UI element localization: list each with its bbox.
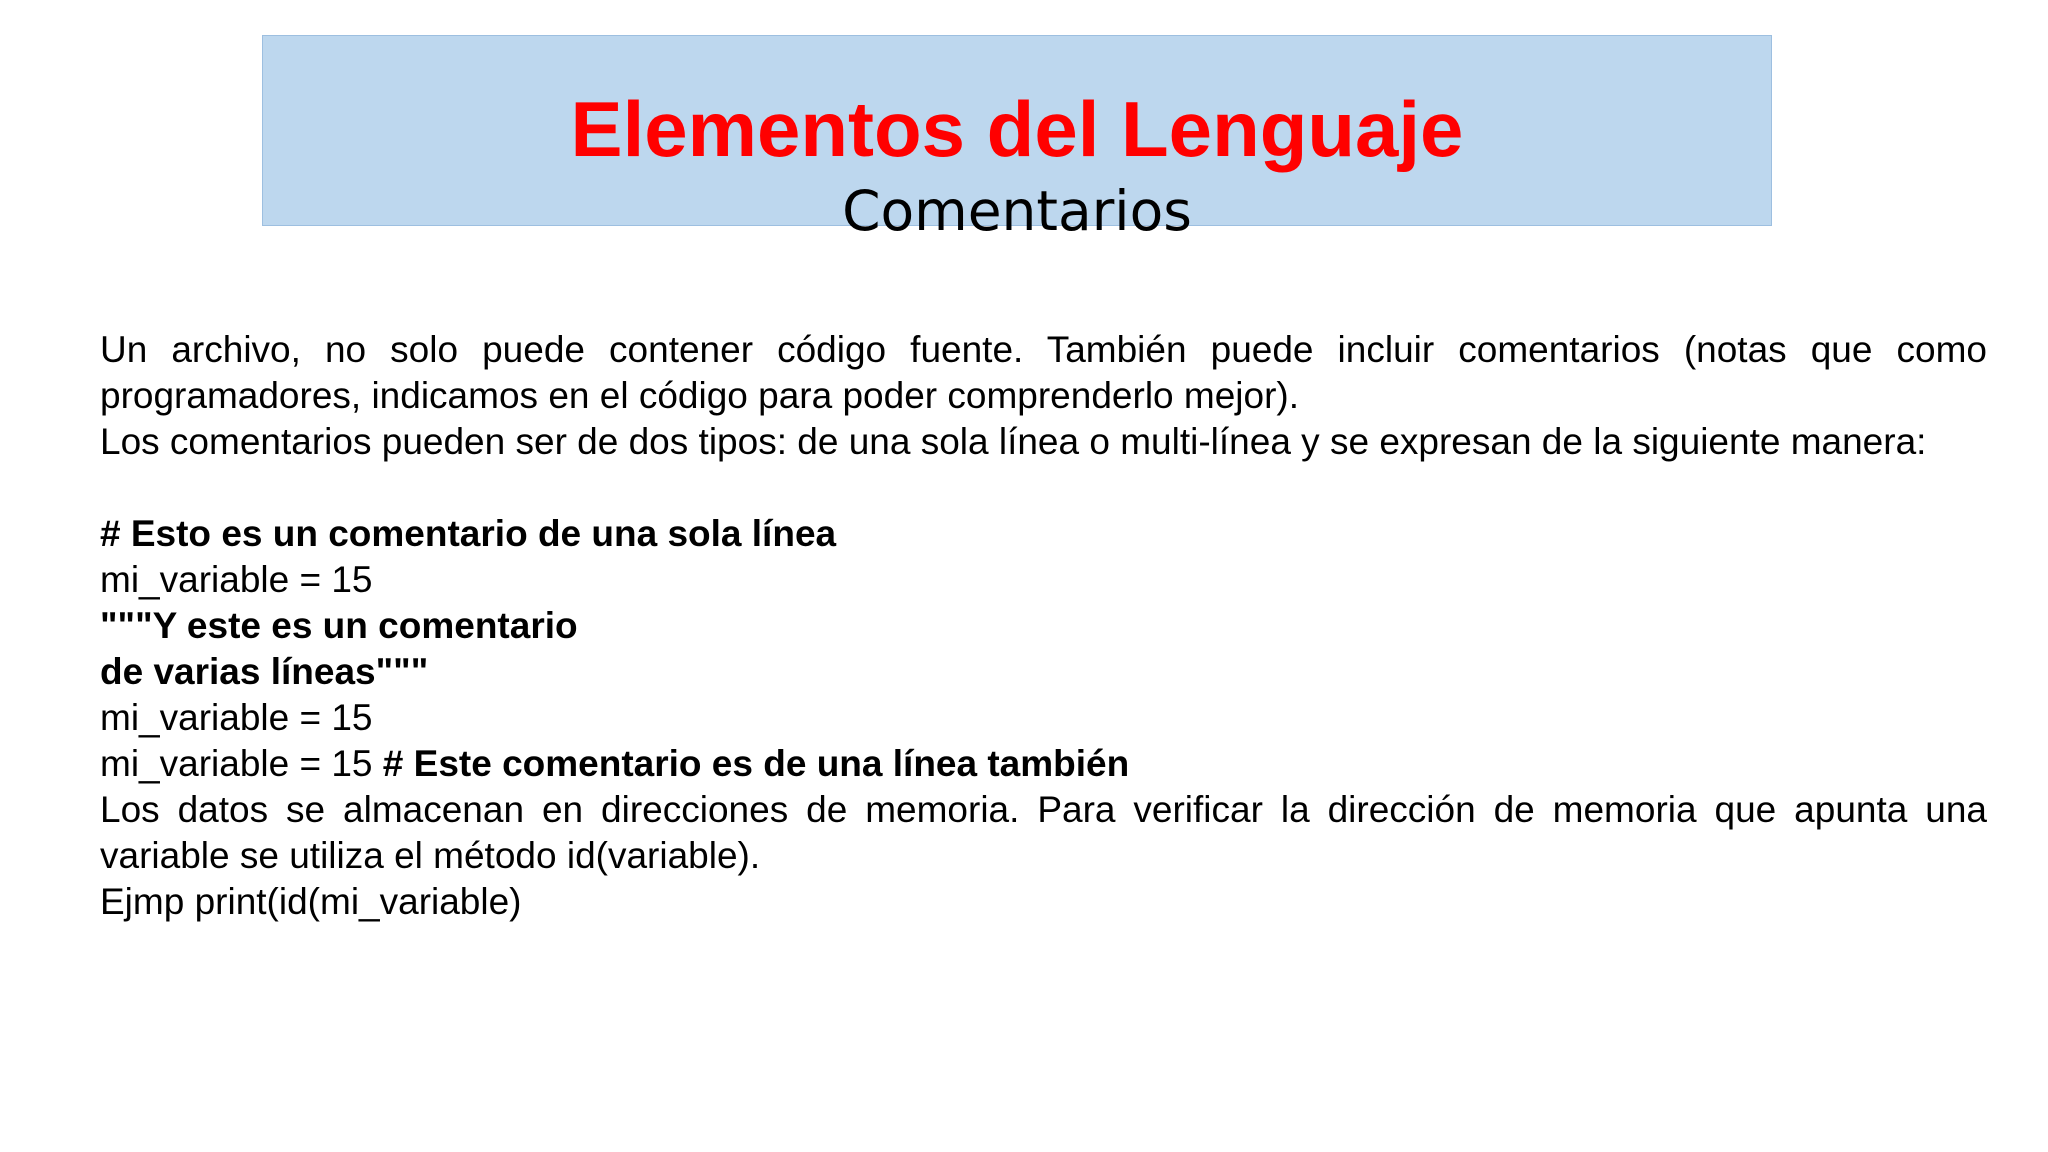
slide-content	[100, 327, 1987, 925]
single-comment-text: # Esto es un comentario de una sola línea	[100, 513, 837, 554]
types-paragraph: Los comentarios pueden ser de dos tipos: de una sola línea o multi-línea y se expresan de la siguiente manera:	[100, 421, 1927, 462]
intro-paragraph: Un archivo, no solo puede contener código fuente. También puede incluir comentarios (notas que como programadores, indicamos en el código para poder comprenderlo mejor).	[100, 329, 1987, 416]
slide-title: Elementos del Lenguaje	[570, 85, 1464, 173]
memory-paragraph: Los datos se almacenan en direcciones de memoria. Para verificar la dirección de memoria que apunta una variable se utiliza el método id(variable).	[100, 789, 1987, 876]
example-line: Ejmp print(id(mi_variable)	[100, 881, 522, 922]
slide-subtitle: Comentarios	[842, 179, 1192, 243]
spacer	[100, 465, 1987, 511]
multi-comment-text-1: """Y este es un comentario	[100, 605, 578, 646]
multi-comment-text-2: de varias líneas"""	[100, 651, 429, 692]
inline-comment-text: # Este comentario es de una línea también	[382, 743, 1130, 784]
code-assign-1: mi_variable = 15	[100, 559, 373, 600]
code-assign-2: mi_variable = 15	[100, 697, 373, 738]
code-assign-3: mi_variable = 15	[100, 743, 373, 784]
code-multi-comment-2	[100, 649, 1987, 695]
code-inline-line	[100, 741, 1987, 787]
code-multi-comment-1	[100, 603, 1987, 649]
code-single-comment	[100, 511, 1987, 557]
title-box	[262, 35, 1772, 243]
